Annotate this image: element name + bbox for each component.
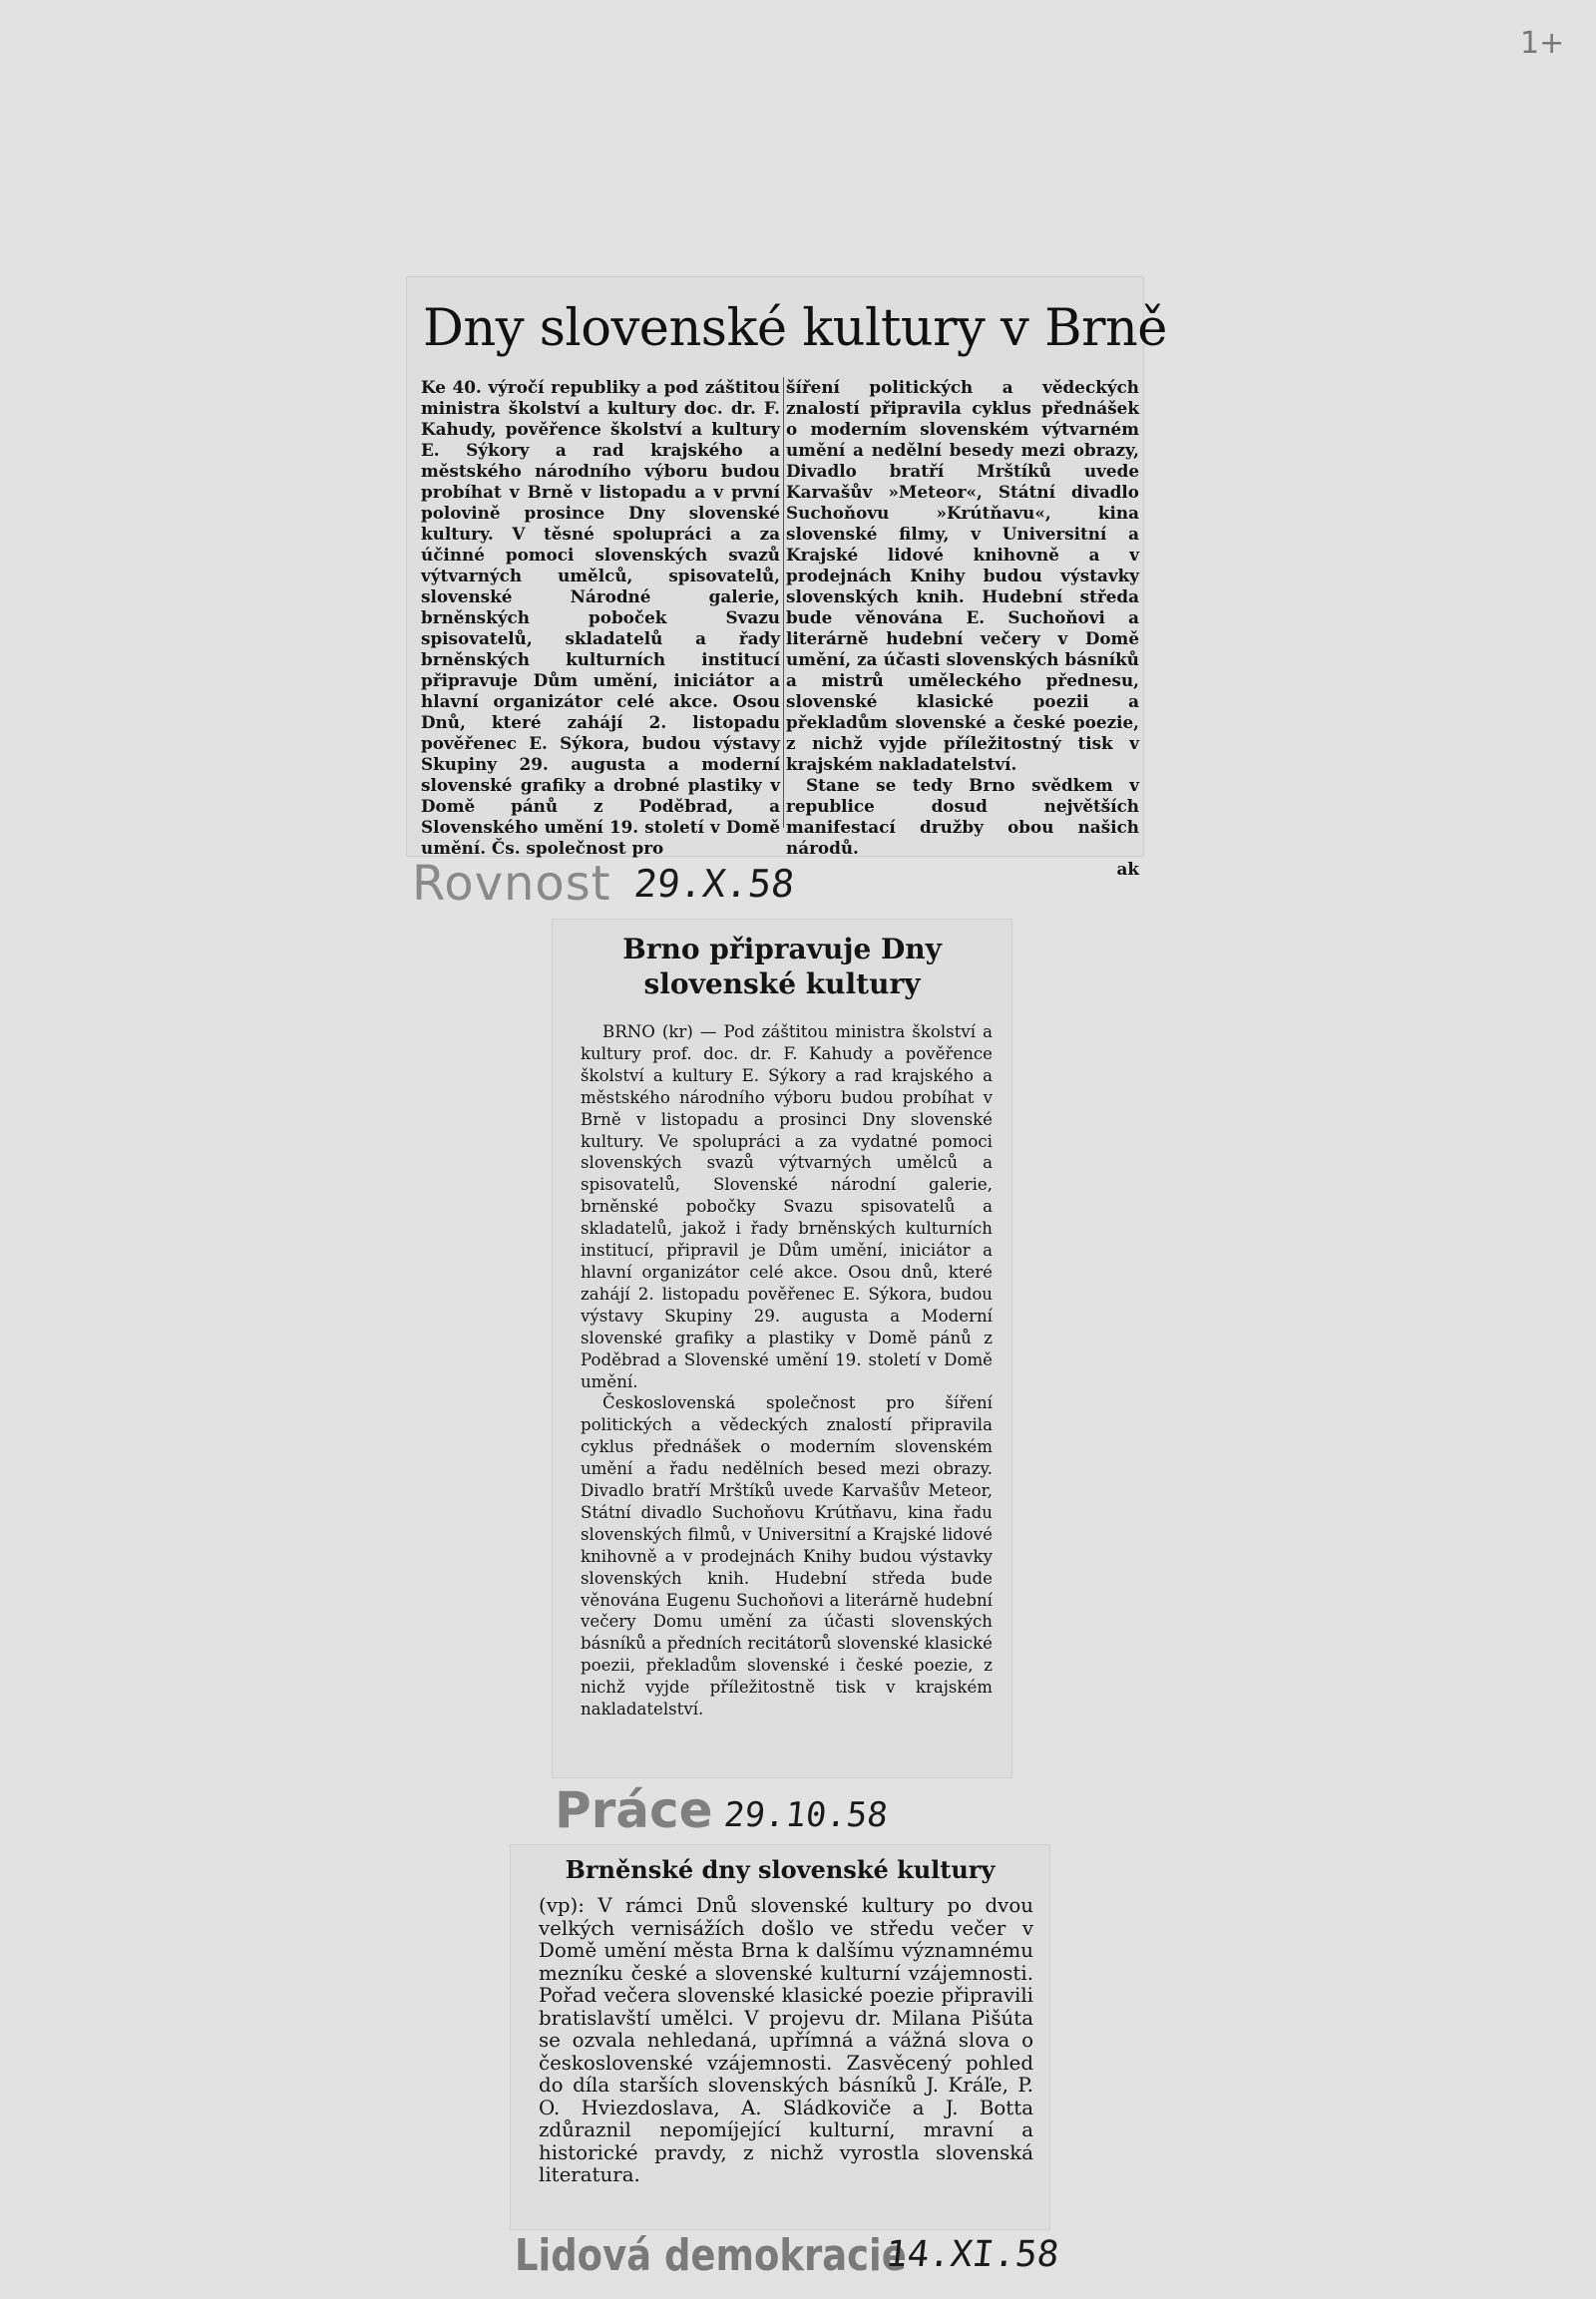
article-paragraph: šíření politických a vědeckých znalostí připravila cyklus přednášek o moderním slovenském výtvarném umění a nedělní besedy mezi obrazy, Divadlo bratří Mrštíků uvede Karvašův »Meteor«, Státní divadlo Suchoňovu »Krútňavu«, kina slovenské filmy, v Universitní a Krajské lidové knihovně a v prodejnách Knihy budou výstavky slovenských knih. Hudební středa bude věnována E. Suchoňovi a literárně hudební večery v Domě umění, za účasti slovenských básníků a mistrů uměleckého přednesu, slovenské klasické poezii a překladům slovenské a české poezie, z nichž vyjde příležitostný tisk v krajském nakladatelství. <box>786 377 1139 774</box>
handwritten-date: 29.X.58 <box>631 862 797 906</box>
article-paragraph: Československá společnost pro šíření politických a vědeckých znalostí připravila cyklus přednášek o moderním slovenském umění a řadu nedělních besed mezi obrazy. Divadlo bratří Mrštíků uvede Karvašův Meteor, Státní divadlo Suchoňovu Krútňavu, kina řadu slovenských filmů, v Universitní a Krajské lidové knihovně a v prodejnách Knihy budou výstavky slovenských knih. Hudební středa bude věnována Eugenu Suchoňovi a literárně hudební večery Domu umění za účasti slovenských básníků a předních recitátorů slovenské klasické poezii, překladům slovenské i české poezie, z nichž vyjde příležitostně tisk v krajském nakladatelství. <box>581 1393 993 1720</box>
article-body: (vp): V rámci Dnů slovenské kultury po dvou velkých vernisážích došlo ve středu večer v Domě umění města Brna k dalšímu významnému mezníku české a slovenské kulturní vzájemnosti. Pořad večera slovenské klasické poezie připravili bratislavští umělci. V projevu dr. Milana Pišúta se ozvala nehledaná, upřímná a vážná slova o československé vzájemnosti. Zasvěcený pohled do díla starších slovenských básníků J. Kráľe, P. O. Hviezdoslava, A. Sládkoviče a J. Botta zdůraznil nepomíjející kulturní, mravní a historické pravdy, z nichž vyrostla slovenská literatura. <box>539 1894 1033 2186</box>
clipping-rovnost <box>407 277 1167 879</box>
article-title-line: slovenské kultury <box>643 967 921 1000</box>
article-title-line: Brno připravuje Dny <box>622 933 942 965</box>
source-label: Rovnost <box>412 856 611 912</box>
source-label: Práce <box>555 1781 713 1839</box>
article-column-right <box>786 377 1139 880</box>
handwritten-date: 29.10.58 <box>721 1795 890 1835</box>
clipping-prace <box>553 920 1011 1777</box>
article-title: Dny slovenské kultury v Brně <box>423 299 1167 358</box>
handwritten-date: 14.XI.58 <box>883 2234 1061 2275</box>
source-label: Lidová demokracie <box>515 2230 907 2281</box>
archive-corner-mark: 1+ <box>1520 26 1565 61</box>
article-signature: ak <box>1116 859 1139 879</box>
article-body <box>581 1021 993 1721</box>
column-divider <box>783 377 784 828</box>
clipping-lidova-demokracie <box>511 1845 1049 2229</box>
article-paragraph: Stane se tedy Brno svědkem v republice dosud největších manifestací družby obou našich národů. <box>786 775 1139 858</box>
article-title <box>553 932 1011 1001</box>
article-title: Brněnské dny slovenské kultury <box>565 1855 996 1884</box>
article-column-left: Ke 40. výročí republiky a pod záštitou ministra školství a kultury doc. dr. F. Kahudy, pověřence školství a kultury E. Sýkory a rad krajského a městského národního výboru budou probíhat v Brně v listopadu a v první polovině prosince Dny slovenské kultury. V těsné spolupráci a za účinné pomoci slovenských svazů výtvarných umělců, spisovatelů, slovenské Národné galerie, brněnských poboček Svazu spisovatelů, skladatelů a řady brněnských kulturních institucí připravuje Dům umění, iniciátor a hlavní organizátor celé akce. Osou Dnů, které zahájí 2. listopadu pověřenec E. Sýkora, budou výstavy Skupiny 29. augusta a moderní slovenské grafiky a drobné plastiky v Domě pánů z Poděbrad, a Slovenského umění 19. století v Domě umění. Čs. společnost pro <box>421 377 780 858</box>
article-paragraph: BRNO (kr) — Pod záštitou ministra školství a kultury prof. doc. dr. F. Kahudy a pověřence školství a kultury E. Sýkory a rad krajského a městského národního výboru budou probíhat v Brně v listopadu a prosinci Dny slovenské kultury. Ve spolupráci a za vydatné pomoci slovenských svazů výtvarných umělců a spisovatelů, Slovenské národní galerie, brněnské pobočky Svazu spisovatelů a skladatelů, jakož i řady brněnských kulturních institucí, připravil je Dům umění, iniciátor a hlavní organizátor celé akce. Osou dnů, které zahájí 2. listopadu pověřenec E. Sýkora, budou výstavy Skupiny 29. augusta a Moderní slovenské grafiky a plastiky v Domě pánů z Poděbrad a Slovenské umění 19. století v Domě umění. <box>581 1022 993 1391</box>
